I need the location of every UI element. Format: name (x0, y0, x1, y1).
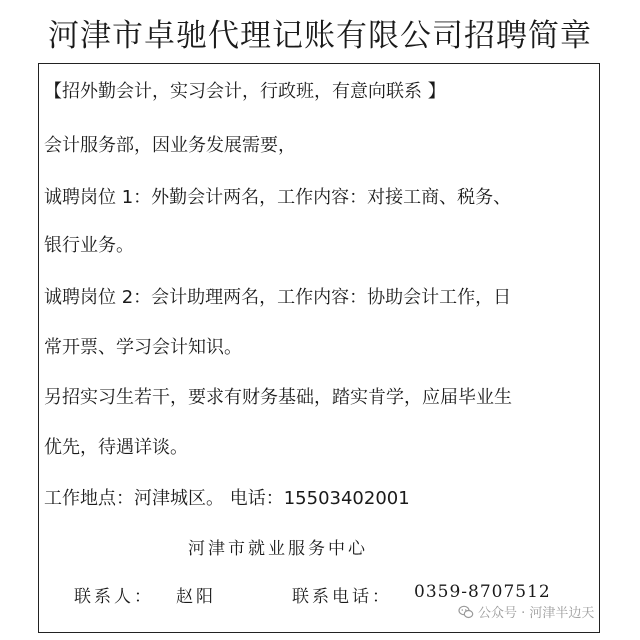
page-title: 河津市卓驰代理记账有限公司招聘简章 (48, 18, 592, 54)
contact-phone-label: 联系电话： (292, 587, 392, 607)
contact-person-label: 联系人： (74, 587, 154, 607)
notice-line-interns: 另招实习生若干，要求有财务基础，踏实肯学，应届毕业生 (44, 387, 512, 408)
notice-line-location-phone: 工作地点：河津城区。 电话：15503402001 (44, 488, 410, 509)
notice-line-position1: 诚聘岗位 1：外勤会计两名，工作内容：对接工商、税务、 (44, 187, 512, 208)
wechat-icon (458, 604, 474, 620)
notice-line-position1-cont: 银行业务。 (44, 235, 134, 256)
service-center-name: 河津市就业服务中心 (188, 539, 368, 559)
notice-line-headline: 【招外勤会计，实习会计，行政班，有意向联系 】 (44, 81, 446, 102)
notice-line-position2: 诚聘岗位 2：会计助理两名，工作内容：协助会计工作，日 (44, 287, 512, 308)
watermark (458, 602, 594, 621)
contact-phone: 0359-8707512 (414, 582, 551, 602)
contact-person-name: 赵阳 (176, 587, 216, 607)
notice-line-position2-cont: 常开票、学习会计知识。 (44, 337, 242, 358)
watermark-text: 公众号 · 河津半边天 (478, 606, 595, 621)
notice-line-interns-cont: 优先，待遇详谈。 (44, 437, 188, 458)
notice-line-intro: 会计服务部，因业务发展需要， (44, 135, 296, 156)
